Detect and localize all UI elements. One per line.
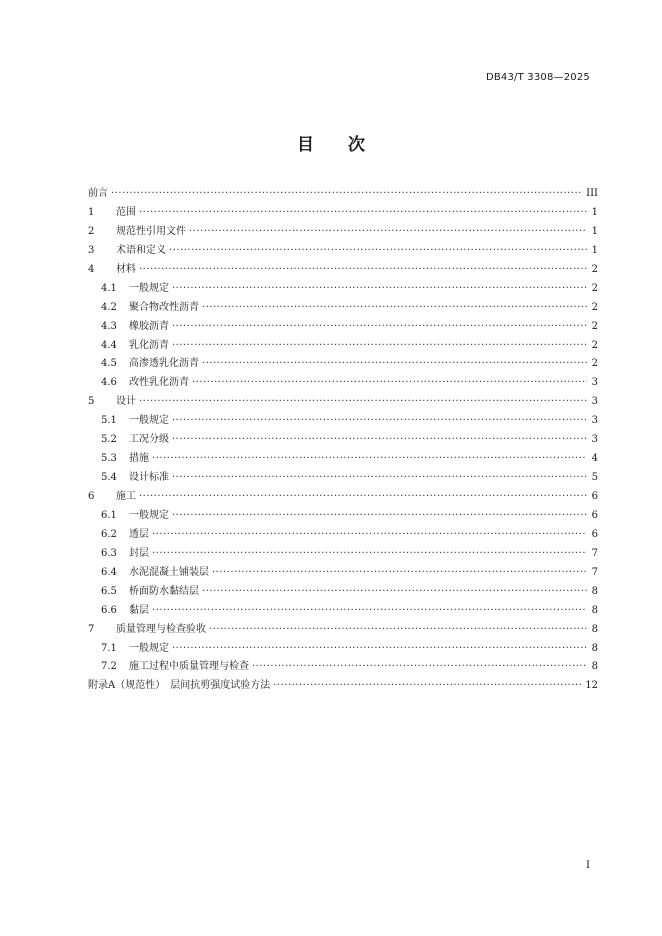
toc-entry-page: 3 (591, 415, 598, 427)
toc-leader-dots (212, 564, 587, 583)
toc-leader-dots (152, 526, 587, 545)
toc-leader-dots (152, 450, 587, 469)
toc-entry-page: 8 (591, 642, 598, 654)
toc-entry-label: 工况分级 (129, 434, 169, 446)
toc-leader-dots (209, 621, 587, 640)
toc-entry-label: 聚合物改性沥青 (129, 301, 199, 313)
toc-entry[interactable] (88, 223, 598, 242)
toc-entry-page: 2 (591, 320, 598, 332)
toc-entry-number: 6.4 (101, 566, 117, 578)
toc-entry-label: 一般规定 (129, 642, 169, 654)
toc-entry-label: 黏层 (129, 604, 149, 616)
toc-entry-label: 质量管理与检查验收 (116, 623, 206, 635)
toc-entry-number: 4.3 (101, 320, 117, 332)
toc-leader-dots (139, 488, 587, 507)
toc-leader-dots (172, 280, 587, 299)
toc-leader-dots (172, 412, 587, 431)
toc-entry[interactable] (88, 412, 598, 431)
toc-entry-label: 术语和定义 (116, 244, 166, 256)
toc-title-char-2: 次 (348, 135, 365, 155)
toc-entry[interactable] (88, 204, 598, 223)
toc-entry-label: 范围 (116, 206, 136, 218)
toc-leader-dots (172, 431, 587, 450)
toc-leader-dots (172, 507, 587, 526)
toc-entry[interactable] (88, 507, 598, 526)
toc-title-char-1: 目 (297, 135, 314, 155)
toc-entry-label: 封层 (129, 547, 149, 559)
toc-entry-label: 高渗透乳化沥青 (129, 358, 199, 370)
toc-entry-label: 乳化沥青 (129, 339, 169, 351)
toc-leader-dots (202, 299, 587, 318)
toc-entry-number: 6 (88, 491, 95, 502)
toc-entry-page: 1 (591, 206, 598, 218)
toc-entry[interactable] (88, 318, 598, 337)
toc-entry[interactable] (88, 393, 598, 412)
toc-entry-page: 4 (591, 453, 598, 465)
toc-entry-number: 2 (88, 225, 95, 237)
toc-entry-page: 12 (585, 680, 598, 692)
toc-entry-number: 5 (88, 396, 95, 408)
toc-entry-page: 6 (591, 509, 598, 521)
toc-leader-dots (172, 469, 587, 488)
toc-entry-page: 7 (591, 547, 598, 559)
toc-entry-page: 8 (591, 604, 598, 616)
toc-entry-page: 2 (591, 339, 598, 351)
toc-entry-page: 1 (591, 244, 598, 256)
toc-entry-page: 7 (591, 566, 598, 578)
toc-entry-label: 前言 (88, 188, 108, 199)
toc-entry-page: 6 (591, 528, 598, 540)
toc-entry-number: 4.4 (101, 339, 117, 351)
toc-entry-number: 4.6 (101, 377, 117, 389)
toc-entry-number: 6.6 (101, 604, 117, 616)
toc-entry-number: 3 (88, 244, 95, 256)
toc-leader-dots (152, 602, 587, 621)
toc-entry-label: 一般规定 (129, 509, 169, 521)
toc-leader-dots (252, 658, 587, 677)
toc-entry-label: 透层 (129, 528, 149, 540)
toc-entry-page: 6 (591, 491, 598, 502)
toc-entry[interactable] (88, 185, 598, 204)
toc-entry-page: 3 (591, 434, 598, 446)
toc-entry-label: 设计 (116, 396, 136, 408)
toc-entry[interactable] (88, 242, 598, 261)
toc-entry-page: 5 (591, 472, 598, 484)
toc-entry-number: 4 (88, 263, 95, 275)
toc-entry[interactable] (88, 299, 598, 318)
toc-entry[interactable] (88, 545, 598, 564)
toc-leader-dots (139, 261, 587, 280)
toc-entry[interactable] (88, 564, 598, 583)
toc-entry-label: 一般规定 (129, 282, 169, 294)
toc-entry-label: 施工过程中质量管理与检查 (129, 661, 249, 673)
toc-leader-dots (111, 185, 583, 204)
toc-entry-page: 8 (591, 623, 598, 635)
toc-leader-dots (169, 242, 587, 261)
toc-leader-dots (192, 374, 587, 393)
toc-leader-dots (139, 204, 587, 223)
toc-entry-number: 6.1 (101, 509, 117, 521)
toc-leader-dots (189, 223, 587, 242)
toc-entry[interactable] (88, 280, 598, 299)
toc-entry-page: 8 (591, 585, 598, 597)
toc-entry[interactable] (88, 374, 598, 393)
toc-entry-number: 7.2 (101, 661, 117, 673)
toc-entry-label: 施工 (116, 491, 136, 502)
toc-entry-label: 橡胶沥青 (129, 320, 169, 332)
toc-entry-page: 2 (591, 282, 598, 294)
toc-entry[interactable] (88, 602, 598, 621)
page-number: I (586, 860, 590, 871)
toc-entry-number: 5.2 (101, 434, 117, 446)
toc-entry-page: 2 (591, 263, 598, 275)
toc-entry-page: III (586, 188, 598, 199)
toc-leader-dots (202, 583, 587, 602)
toc-entry-label: 规范性引用文件 (116, 225, 186, 237)
toc-entry[interactable] (88, 658, 598, 677)
toc-entry-label: 措施 (129, 453, 149, 465)
toc-entry-number: 5.3 (101, 453, 117, 465)
document-code: DB43/T 3308—2025 (485, 72, 590, 83)
toc-entry-number: 6.5 (101, 585, 117, 597)
table-of-contents (88, 185, 598, 696)
toc-entry[interactable] (88, 261, 598, 280)
toc-entry-label: 桥面防水黏结层 (129, 585, 199, 597)
toc-entry-page: 2 (591, 301, 598, 313)
toc-entry-number: 4.5 (101, 358, 117, 370)
toc-leader-dots (152, 545, 587, 564)
toc-entry-number: 7 (88, 623, 95, 635)
toc-entry[interactable] (88, 431, 598, 450)
toc-entry-page: 3 (591, 377, 598, 389)
toc-entry-number: 5.1 (101, 415, 117, 427)
toc-entry-page: 3 (591, 396, 598, 408)
toc-entry-page: 2 (591, 358, 598, 370)
toc-leader-dots (202, 355, 587, 374)
toc-entry[interactable] (88, 450, 598, 469)
toc-entry[interactable] (88, 621, 598, 640)
toc-entry[interactable] (88, 337, 598, 356)
toc-leader-dots (273, 677, 582, 696)
toc-entry-number: 6.3 (101, 547, 117, 559)
toc-entry[interactable] (88, 583, 598, 602)
toc-entry-number: 4.1 (101, 282, 117, 294)
toc-entry-page: 1 (591, 225, 598, 237)
toc-entry-page: 8 (591, 661, 598, 673)
toc-leader-dots (172, 640, 587, 659)
toc-entry-number: 1 (88, 206, 95, 218)
toc-entry-number: 7.1 (101, 642, 117, 654)
toc-entry-label: 一般规定 (129, 415, 169, 427)
toc-leader-dots (172, 318, 587, 337)
toc-entry-label: 水泥混凝土铺装层 (129, 566, 209, 578)
toc-entry[interactable] (88, 469, 598, 488)
toc-entry[interactable] (88, 488, 598, 507)
toc-entry-number: 5.4 (101, 472, 117, 484)
toc-title (0, 130, 662, 155)
toc-entry-number: 4.2 (101, 301, 117, 313)
toc-entry-label: 设计标准 (129, 472, 169, 484)
toc-entry-label: 材料 (116, 263, 136, 275)
toc-entry[interactable] (88, 677, 598, 696)
toc-leader-dots (139, 393, 587, 412)
toc-entry[interactable] (88, 526, 598, 545)
toc-entry-label: 改性乳化沥青 (129, 377, 189, 389)
toc-entry[interactable] (88, 355, 598, 374)
toc-entry-label: 附录A（规范性） 层间抗剪强度试验方法 (88, 680, 271, 692)
toc-entry[interactable] (88, 640, 598, 659)
toc-entry-number: 6.2 (101, 528, 117, 540)
toc-leader-dots (172, 337, 587, 356)
